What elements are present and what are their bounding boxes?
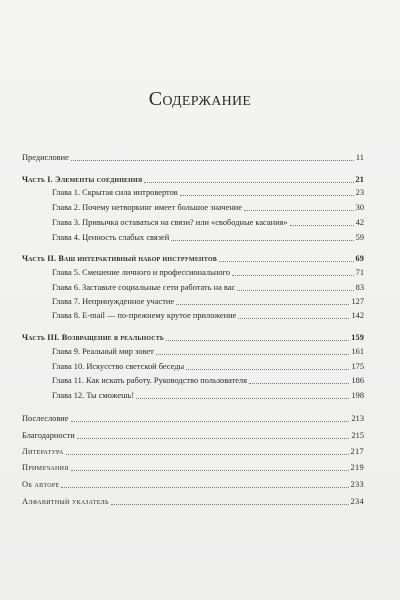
toc-chapter-10 [22, 360, 364, 372]
toc-entry-label: Алфавитный указатель [22, 497, 109, 506]
toc-chapter-11 [22, 374, 364, 386]
dot-leader [219, 261, 354, 262]
dot-leader [237, 290, 353, 291]
page-title: Содержание [148, 88, 252, 110]
toc-page-number: 161 [351, 347, 364, 356]
toc-chapter-8 [22, 309, 364, 321]
toc-page-number: 69 [355, 254, 364, 263]
toc-entry-acknowledgements [22, 429, 364, 441]
dot-leader [180, 195, 354, 196]
dot-leader [238, 318, 349, 319]
toc-chapter-2 [22, 201, 364, 213]
toc-chapter-label: Глава 4. Ценность слабых связей [52, 233, 170, 242]
toc-part-label: Часть III. Возвращение в реальность [22, 333, 164, 342]
dot-leader [77, 438, 350, 439]
toc-page-number: 11 [355, 153, 364, 162]
toc-chapter-label: Глава 10. Искусство светской беседы [52, 362, 185, 371]
toc-page-number: 219 [350, 463, 364, 472]
toc-chapter-12 [22, 389, 364, 401]
toc-page-number: 213 [351, 414, 364, 423]
toc-entry-literature [22, 445, 364, 457]
toc-entry-label: Литература [22, 447, 64, 456]
toc-chapter-label: Глава 11. Как искать работу. Руководство пользователя [52, 376, 248, 385]
toc-page-number: 83 [355, 283, 364, 292]
dot-leader [290, 225, 354, 226]
toc-part-2 [22, 252, 364, 264]
toc-entry-foreword [22, 151, 364, 163]
dot-leader [71, 421, 350, 422]
dot-leader [144, 182, 353, 183]
dot-leader [232, 275, 354, 276]
toc-chapter-7 [22, 295, 364, 307]
toc-entry-label: Об авторе [22, 480, 60, 489]
toc-part-label: Часть I. Элементы соединения [22, 175, 143, 184]
dot-leader [66, 454, 349, 455]
toc-page-number: 217 [350, 447, 364, 456]
toc-page-number: 215 [351, 431, 364, 440]
toc-chapter-9 [22, 345, 364, 357]
dot-leader [136, 398, 349, 399]
toc-entry-label: Послесловие [22, 414, 69, 423]
toc-chapter-label: Глава 7. Непринужденное участие [52, 297, 175, 306]
toc-page-number: 21 [355, 175, 364, 184]
toc-chapter-5 [22, 266, 364, 278]
toc-chapter-label: Глава 12. Ты сможешь! [52, 391, 135, 400]
toc-page-number: 71 [355, 268, 364, 277]
toc-entry-afterword [22, 412, 364, 424]
toc-entry-index [22, 495, 364, 507]
toc-page-number: 142 [351, 311, 364, 320]
toc-chapter-4 [22, 231, 364, 243]
toc-chapter-6 [22, 281, 364, 293]
dot-leader [71, 160, 354, 161]
toc-page-number: 42 [355, 218, 364, 227]
toc-chapter-3 [22, 216, 364, 228]
toc-chapter-label: Глава 8. E-mail — по-прежнему крутое приложение [52, 311, 237, 320]
toc-page-number: 30 [355, 203, 364, 212]
toc-chapter-label: Глава 2. Почему нетворкинг имеет большое значение [52, 203, 242, 212]
toc-chapter-label: Глава 5. Смешение личного и профессионального [52, 268, 230, 277]
toc-page-number: 234 [350, 497, 364, 506]
toc-page-number: 198 [351, 391, 364, 400]
toc-entry-label: Благодарности [22, 431, 75, 440]
toc-entry-notes [22, 461, 364, 473]
toc-chapter-1 [22, 186, 364, 198]
dot-leader [166, 340, 349, 341]
toc-page-number: 127 [351, 297, 364, 306]
toc-page-number: 233 [350, 480, 364, 489]
toc-page-number: 23 [355, 188, 364, 197]
toc-part-label: Часть II. Ваш интерактивный набор инструментов [22, 254, 217, 263]
dot-leader [156, 354, 350, 355]
toc-chapter-label: Глава 6. Заставьте социальные сети работать на вас [52, 283, 236, 292]
toc-entry-about-author [22, 478, 364, 490]
dot-leader [244, 210, 354, 211]
dot-leader [61, 487, 348, 488]
dot-leader [171, 240, 353, 241]
dot-leader [111, 504, 349, 505]
dot-leader [71, 470, 349, 471]
toc-chapter-label: Глава 1. Скрытая сила интровертов [52, 188, 178, 197]
toc-page-number: 186 [351, 376, 364, 385]
dot-leader [186, 369, 349, 370]
dot-leader [176, 304, 349, 305]
toc-chapter-label: Глава 3. Привычка оставаться на связи? или «свободные касания» [52, 218, 288, 227]
toc-entry-label: Предисловие [22, 153, 69, 162]
toc-entry-label: Примечания [22, 463, 69, 472]
toc-page-number: 175 [351, 362, 364, 371]
toc-chapter-label: Глава 9. Реальный мир зовет [52, 347, 154, 356]
toc-page-number: 59 [355, 233, 364, 242]
dot-leader [249, 383, 349, 384]
toc-part-1 [22, 173, 364, 185]
table-of-contents [22, 0, 364, 600]
toc-page-number: 159 [351, 333, 364, 342]
toc-part-3 [22, 331, 364, 343]
